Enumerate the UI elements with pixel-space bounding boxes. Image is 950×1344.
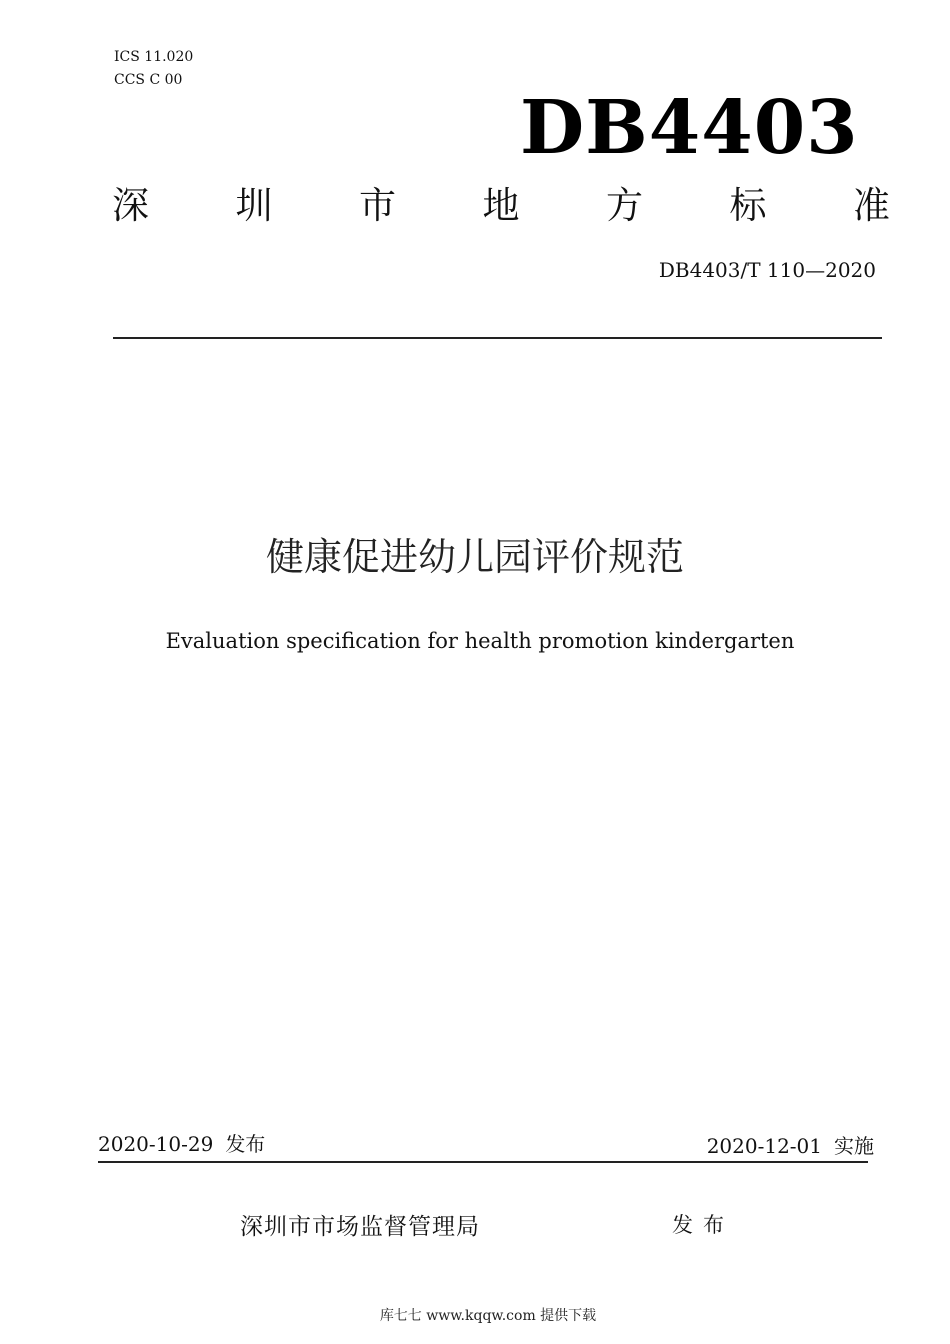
standard-number: DB4403/T 110—2020	[658, 258, 876, 282]
standard-type-char: 圳	[235, 184, 273, 227]
issuer-name: 深圳市市场监督管理局	[240, 1214, 480, 1240]
issuer-action: 发布	[672, 1213, 734, 1237]
ics-code: ICS 11.020	[114, 49, 194, 65]
implementation-label: 实施	[834, 1134, 874, 1158]
issue-date-block	[98, 1130, 265, 1158]
download-footer: 库七七 www.kqqw.com 提供下载	[379, 1308, 597, 1324]
issue-date: 2020-10-29	[98, 1132, 214, 1156]
standard-type-char: 准	[853, 184, 890, 227]
issue-label: 发布	[225, 1132, 266, 1156]
implementation-date: 2020-12-01	[706, 1134, 822, 1158]
standard-type-char: 深	[112, 184, 149, 227]
standard-type-char: 地	[482, 184, 520, 227]
implementation-date-block	[560, 1132, 874, 1160]
footer-divider	[98, 1161, 868, 1163]
standard-type-char: 市	[359, 184, 396, 227]
header-divider	[113, 337, 882, 339]
document-title-cn: 健康促进幼儿园评价规范	[265, 535, 684, 579]
document-title-en: Evaluation specification for health promotion kindergarten	[165, 629, 795, 653]
standard-type	[112, 182, 890, 230]
standard-code-large: DB4403	[520, 85, 859, 171]
standard-type-char: 方	[606, 184, 643, 227]
standard-type-char: 标	[729, 184, 767, 227]
ccs-code: CCS C 00	[114, 72, 183, 88]
